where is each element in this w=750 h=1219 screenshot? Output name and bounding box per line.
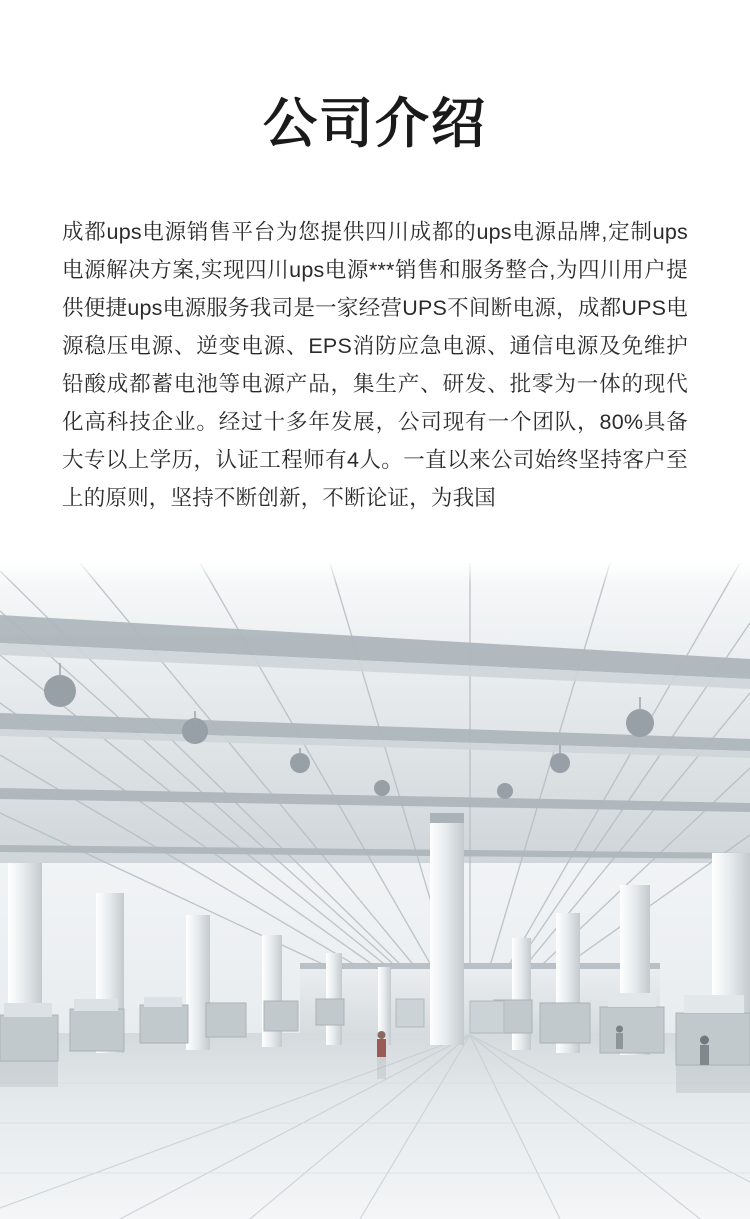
title-block xyxy=(0,0,750,157)
page-title: 公司介绍 xyxy=(263,94,487,154)
factory-interior-illustration xyxy=(0,563,750,1219)
factory-interior-photo xyxy=(0,563,750,1219)
body-block xyxy=(62,213,688,517)
company-description-text: 成都ups电源销售平台为您提供四川成都的ups电源品牌,定制ups电源解决方案,实现四川ups电源***销售和服务整合,为四川用户提供便捷ups电源服务我司是一家经营UPS不间断电源，成都UPS电源稳压电源、逆变电源、EPS消防应急电源、通信电源及免维护铅酸成都蓄电池等电源产品，集生产、研发、批零为一体的现代化高科技企业。经过十多年发展，公司现有一个团队，80%具备大专以上学历，认证工程师有4人。一直以来公司始终坚持客户至上的原则，坚持不断创新，不断论证，为我国 xyxy=(62,219,688,510)
